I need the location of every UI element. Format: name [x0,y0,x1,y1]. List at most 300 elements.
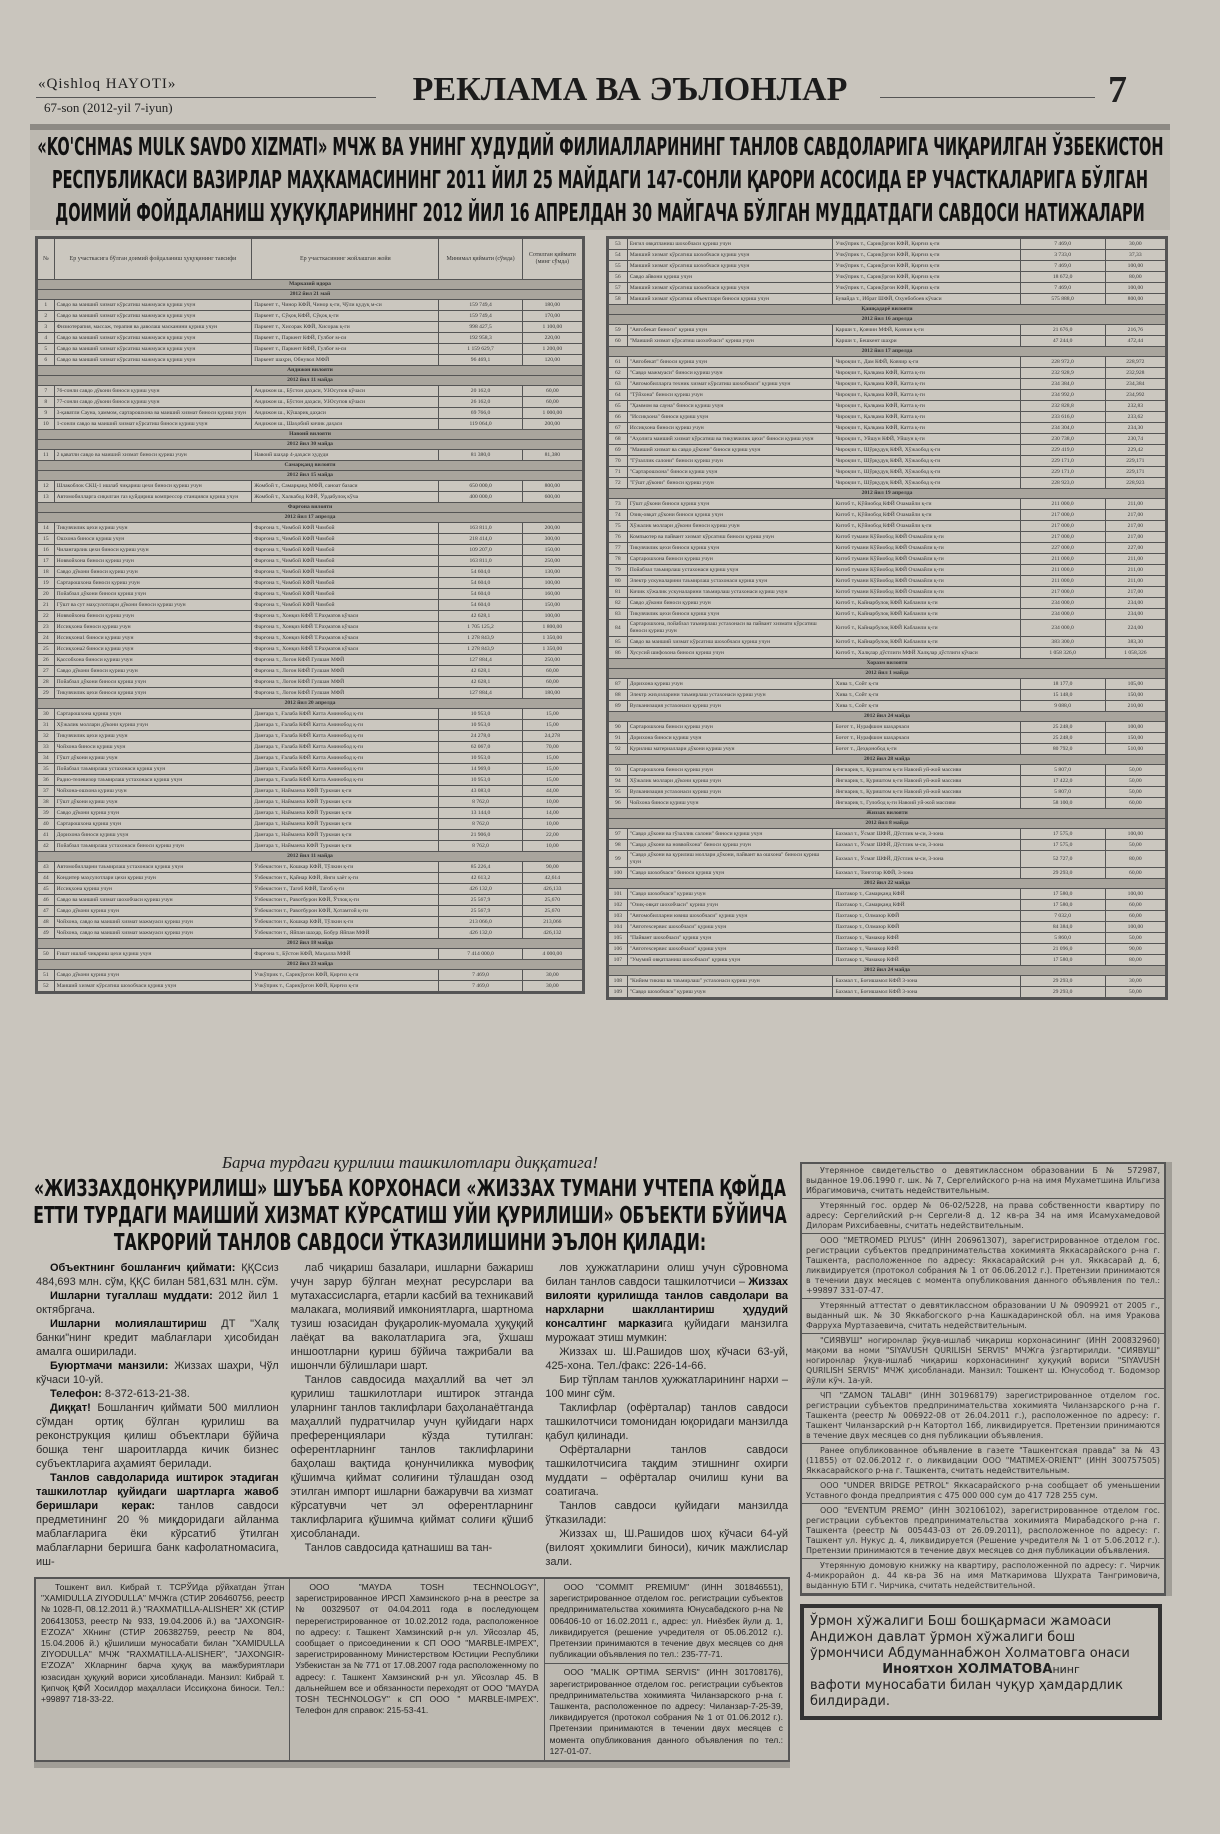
text: лов ҳужжатларини олиш учун сўровнома билан танлов савдоси ташкилотчиси – [545,1262,789,1288]
table-row [38,611,583,622]
sold-price: 15,00 [522,775,582,786]
sold-price: 100,00 [1105,722,1165,733]
min-price: 25 248,0 [1020,733,1105,744]
min-price: 383 300,0 [1020,637,1105,648]
paragraph: Танлов савдосида маҳаллий ва чет эл қурилиш ташкилотлари иштирок этганда уларнинг танлов таклифлари баҳоланаётганда маҳаллий пудратчилар учун қуйидаги нарх преференциялари кўзда тутилган: оферентларнинг танлов таклифларини баҳолаш вақтида қонунчиликка мувофиқ қўшимча қиймат солиғини тўлашдан озод этилган импорт ишларни бажарувчи ва хизмат кўрсатувчи чет эл оферентларнинг таклифларига қўшимча қиймат солиғи қўшиб ҳисобланади. [290,1374,534,1540]
ad-malik-optima: ООО "MALIK OPTIMA SERVIS" (ИНН 301708176), зарегистрированное отделом гос. регистрации субъектов предпринимательства хокимията Чиланзарского р-на г. Ташкента, расположенное по адресу: Чиланзар-7-25-39, ликвидируется (протокол собрания № 1 от 01.06.2012 г.). Претензии принимаются в течении двух месяцев с момента опубликования данного объявления по тел.: 127-01-07. [549,1667,783,1756]
paragraph [36,1471,279,1569]
paragraph: Таклифлар (офёрталар) танлов савдоси ташкилотчиси томонидан юқоридаги манзилда қабул қилинади. [545,1402,789,1442]
lot-number: 94 [609,776,628,787]
table-row [38,344,583,355]
min-price: 234 384,0 [1020,379,1105,390]
lot-number: 28 [38,677,55,688]
paragraph-lead: Ишларни тугаллаш муддати: [50,1290,213,1302]
table-row [38,775,583,786]
table-row [38,720,583,731]
table-row [609,456,1166,467]
lot-description: "Ҳаммом ва сауна" биноси қуриш учун [627,401,833,412]
lot-description: "Автотехсервис шохобчаси" қуриш учун [627,922,833,933]
lot-location: Учкўприк т., Сарикўргон КФЙ, Қирғиз қ-ги [252,981,439,992]
min-price: 159 749,4 [439,311,522,322]
section-header: 2012 йил 8 майда [609,819,1166,829]
min-price: 234 000,0 [1020,598,1105,609]
table-row [38,644,583,655]
section-header: 2012 йил 21 май [38,290,583,300]
lot-location: Китоб тумани Кўйиобод КФЙ Очамайли қ-ги [833,554,1020,565]
section-header: 2012 йил 22 майда [609,879,1166,889]
table-row [609,840,1166,851]
section-header-row [38,939,583,949]
section-header: 2012 йил 30 майда [38,440,583,450]
lot-description: Савдо ва маиший хизмат кўрсатиш мажмуаси қуриш учун [54,344,252,355]
lot-number: 37 [38,786,55,797]
lot-location: Боғот т., Нурафшон шаҳарчаси [833,733,1020,744]
table-row [609,637,1166,648]
paragraph [36,1261,279,1289]
sold-price: 70,00 [522,742,582,753]
lot-description: Савдо дўкони қуриш учун [54,970,252,981]
table-row [38,709,583,720]
table-row [609,379,1166,390]
lot-description: Маиший хизмат кўрсатиш шохобчаси қуриш учун [627,261,833,272]
min-price: 24 278,0 [439,731,522,742]
lot-description: Чилангарлик цехи биноси қуриш учун [54,545,252,556]
table-row [38,666,583,677]
lot-location: Чироқчи т., Шўрқудуқ КФЙ, Хўжаобод қ-ги [833,467,1020,478]
lot-description: "Гўшт дўкони" биноси қуриш учун [627,478,833,489]
lot-number: 61 [609,357,628,368]
min-price: 17 580,0 [1020,955,1105,966]
sold-price: 211,00 [1105,499,1165,510]
section-header-row [38,376,583,386]
table-row [609,922,1166,933]
condolence-text: вафоти муносабати билан чуқур ҳамдардлик билдиради. [810,1678,1124,1709]
ad-xamidulla: Тошкент вил. Кибрай т. ТСРЎИда рўйхатдан ўтган "XAMIDULLA ZIYODULLA" МЧЖга (СТИР 206460756, реестр № 1028-П, 08.12.2011 й.) "RAXMATILLA-ALISHER" ХК (СТИР 206413053, реестр № 933, 19.04.2006 й.) ва "JAXONGIR-E'ZOZA" ХКнинг (СТИР 206382759, реестр № 804, 15.04.2006 й.) қўшилиши муносабати билан "XAMIDULLA ZIYODULLA" МЧЖ "RAXMATILLA-ALISHER", "JAXONGIR-E'ZOZA" ХКларнинг барча ҳуқуқ ва мажбуриятлари юзасидан ҳуқуқий вориси ҳисобланади. Манзил: Кибрай т. Қипчоқ ҚФЙ Хосилдор маҳалласи Иссиқхона биноси. Тел.: +99897 718-33-22. [36,1579,290,1760]
section-header: Андижон вилояти [38,366,583,376]
table-row [38,862,583,873]
lot-number: 99 [609,851,628,868]
min-price: 211 000,0 [1020,499,1105,510]
lot-location: Бахмал т., Ўсмат ШФЙ, Дўстлик м-си, 3-зона [833,829,1020,840]
lot-location: Андижон ш., Бўстон даҳаси, У.Юсупов кўчаси [252,386,439,397]
min-price: 43 083,0 [439,786,522,797]
lot-location: Китоб тумани Кўйиобод КФЙ Очамайли қ-ги [833,565,1020,576]
min-price: 10 953,0 [439,709,522,720]
lot-number: 53 [609,239,628,250]
section-header: 2012 йил 24 майда [609,966,1166,976]
section-header-row [609,966,1166,976]
lot-location: Данғара т., Найманча КФЙ Туркман қ-ги [252,841,439,852]
lot-description: Пойабзал таъмирлаш устахонаси қуриш учун [627,565,833,576]
lot-number: 35 [38,764,55,775]
lot-location: Данғара т., Ғалаба КФЙ Катта Аминобод қ-ги [252,775,439,786]
sold-price: 30,00 [1105,239,1165,250]
lot-description: Физиотерапия, массаж, терапия ва даволаш масканини қуриш учун [54,322,252,333]
table-body [609,239,1166,998]
lot-number: 68 [609,434,628,445]
lot-number: 36 [38,775,55,786]
sold-price: 211,00 [1105,565,1165,576]
table-row [38,481,583,492]
paragraph-text: танлов савдоси предметининг 20 % миқдоридаги айланма маблағларига ёки кўрсатиб ўтилган маблағларни беришга банк кафолатномасига, иш- [36,1500,279,1568]
table-row [609,976,1166,987]
paragraph [36,1317,279,1359]
lot-description: "Автобекат" биноси қуриш учун [627,357,833,368]
min-price: 21 906,0 [439,830,522,841]
table-row [609,648,1166,659]
sold-price: 800,00 [1105,294,1165,305]
section-header: 2012 йил 11 майда [38,852,583,862]
lot-description: "Маиший хизмат ва савдо дўкони" биноси қуриш учун [627,445,833,456]
min-price: 211 000,0 [1020,554,1105,565]
min-price: 232 928,9 [1020,368,1105,379]
min-price: 5 807,0 [1020,765,1105,776]
lot-location: Қарши т., Қовчин МФЙ, Қовчин қ-ги [833,325,1020,336]
min-price: 232 828,8 [1020,401,1105,412]
lot-description: Сартарошхона, пойабзал таъмирлаш устахонаси ва пайвант хизмати кўрсатиш биноси қуриш учун [627,620,833,637]
header-rule-right [880,97,1095,98]
section-header-row [609,305,1166,315]
header-rule-left [36,97,376,98]
lot-number: 44 [38,873,55,884]
lot-number: 109 [609,987,628,998]
lot-description: Тикувчилик цехи биноси қуриш учун [627,609,833,620]
min-price: 400 000,0 [439,492,522,503]
table-row [609,250,1166,261]
sold-price: 50,00 [1105,776,1165,787]
sold-price: 100,00 [522,578,582,589]
lot-description: Иссиқхона биноси қуриш учун [54,622,252,633]
lot-location: Пахтакор т., Олмазор КФЙ [833,922,1020,933]
table-row [609,521,1166,532]
lot-description: Вулканизация устахонаси қуриш учун [627,787,833,798]
lot-number: 21 [38,600,55,611]
min-price: 29 293,0 [1020,868,1105,879]
section-header-row [609,315,1166,325]
sold-price: 180,00 [522,688,582,699]
min-price: 163 811,0 [439,523,522,534]
min-price: 192 958,3 [439,333,522,344]
min-price: 81 380,0 [439,450,522,461]
lot-description: Новвойхона биноси қуриш учун [54,611,252,622]
table-row [38,970,583,981]
lot-number: 43 [38,862,55,873]
sold-price: 1 200,00 [522,344,582,355]
lot-location: Данғара т., Ғалаба КФЙ Катта Аминобод қ-ги [252,753,439,764]
lot-number: 19 [38,578,55,589]
table-row [38,786,583,797]
table-row [609,776,1166,787]
min-price: 10 953,0 [439,775,522,786]
table-row [609,787,1166,798]
min-price: 26 162,0 [439,397,522,408]
lot-number: 38 [38,797,55,808]
lot-number: 12 [38,481,55,492]
lot-number: 39 [38,808,55,819]
lot-location: Пахтакор т., Олмазор КФЙ [833,911,1020,922]
lot-description: Савдо дўкони биноси қуриш учун [54,567,252,578]
table-row [609,565,1166,576]
sold-price: 217,00 [1105,587,1165,598]
table-row [38,355,583,366]
lot-number: 30 [38,709,55,720]
sold-price: 234,00 [1105,609,1165,620]
sold-price: 30,00 [522,970,582,981]
min-price: 52 727,0 [1020,851,1105,868]
lot-number: 22 [38,611,55,622]
headline-line: ЕТТИ ТУРДАГИ МАИШИЙ ХИЗМАТ КЎРСАТИШ УЙИ ҚУРИЛИШИ» ОБЪЕКТИ БЎЙИЧА [33,1203,787,1229]
sold-price: 60,00 [522,386,582,397]
min-price: 10 953,0 [439,753,522,764]
min-price: 217 000,0 [1020,532,1105,543]
sold-price: 1 800,00 [522,622,582,633]
lot-location: Фарғона т., Логон КФЙ Гулшан МФЙ [252,677,439,688]
section-header: 2012 йил 17 апрелда [38,513,583,523]
sold-price: 200,00 [522,523,582,534]
min-price: 21 096,0 [1020,944,1105,955]
min-price: 7 469,0 [1020,239,1105,250]
table-row [38,677,583,688]
paragraph-lead: Диққат! [50,1402,91,1414]
paragraph-lead: Танлов савдоларида иштирок этадиган ташкилотлар қуйидаги шартларга жавоб беришлари керак: [36,1472,279,1512]
lot-description: Савдо ва маиший хизмат кўрсатиш мажмуаси қуриш учун [54,355,252,366]
lot-description: Сартарошхона биноси қуриш учун [54,578,252,589]
lot-description: "Автомобилларни ювиш шохобчаси" қуриш учун [627,911,833,922]
lot-description: Гўшт дўкони қуриш учун [54,753,252,764]
min-price: 62 067,0 [439,742,522,753]
lot-number: 46 [38,895,55,906]
lot-location: Янгиариқ т., Қуриштом қ-ги Навоий уй-жой массиви [833,787,1020,798]
sold-price: 15,00 [522,709,582,720]
lot-location: Навоий шаҳар 4-даҳаси ҳудуди [252,450,439,461]
section-header-row [38,280,583,290]
table-row [38,450,583,461]
lot-number: 83 [609,609,628,620]
lot-location: Ўзбекистон т., Равотбурон КФЙ, Ҳотамтой қ-ги [252,906,439,917]
table-row [609,829,1166,840]
min-price: 234 304,0 [1020,423,1105,434]
lot-location: Янгиариқ т., Гулобод қ-ги Навоий уй-жой массиви [833,798,1020,809]
lot-description: Ошхона биноси қуриш учун [54,534,252,545]
lot-location: Данғара т., Найманча КФЙ Туркман қ-ги [252,786,439,797]
lot-location: Бахмал т., Ўсмат ШФЙ, Дўстлик м-си, 3-зона [833,851,1020,868]
table-row [609,987,1166,998]
lot-description: Пойабзал таъмирлаш устахонаси биноси қуриш учун [54,841,252,852]
sold-price: 15,00 [522,764,582,775]
sold-price: 100,00 [1105,889,1165,900]
lot-location: Бахмал т., Боғишамол КФЙ 3-зона [833,987,1020,998]
lot-number: 73 [609,499,628,510]
table-row [609,609,1166,620]
table-row [38,688,583,699]
table-row [609,445,1166,456]
table-row [38,949,583,960]
table-row [609,798,1166,809]
lot-location: Китоб т., Кайнарбулоқ КФЙ Кабланли қ-ги [833,609,1020,620]
sold-price: 234,00 [1105,598,1165,609]
notice: Ранее опубликованное объявление в газете "Ташкентская правда" за № 43 (11855) от 02.06.2012 г. о ликвидации ООО "MATIMEX-ORIENT" (ИНН 300757505) Яккасарайского р-на г. Ташкента, считать недействительным. [802,1444,1164,1479]
title-line: «KO'CHMAS MULK SAVDO XIZMATI» МЧЖ ВА УНИНГ ҲУДУДИЙ ФИЛИАЛЛАРИНИНГ ТАНЛОВ САВДОЛАРИГА ЧИҚАРИЛГАН ЎЗБЕКИСТОН [37,132,1164,161]
table-row [609,554,1166,565]
min-price: 234 000,0 [1020,609,1105,620]
lot-number: 67 [609,423,628,434]
condolence-text: Ўрмон хўжалиги Бош бошқармаси жамоаси Андижон давлат ўрмон хўжалиги бош ўрмончиси Абдуманнабжон Холматовга онаси [810,1614,1130,1661]
sold-price: 232,83 [1105,401,1165,412]
table-row [38,928,583,939]
paragraph: Бир тўплам танлов ҳужжатларининг нархи – 100 минг сўм. [545,1374,789,1400]
lot-number: 82 [609,598,628,609]
table-row [609,467,1166,478]
table-row [38,655,583,666]
lot-description: Сартарошхона қуриш учун [54,709,252,720]
table-header-row [38,239,583,280]
lot-location: Фарғона т., Хонқиз КФЙ Т.Раҳматов кўчаси [252,644,439,655]
lot-description: Шлакоблок СКЦ-1 ишлаб чиқариш цехи биноси қуриш учун [54,481,252,492]
lot-number: 13 [38,492,55,503]
lot-description: Иссиқхона биноси қуриш учун [627,423,833,434]
lot-number: 86 [609,648,628,659]
lot-location: Ўзбекистон т., Кошкар КФЙ, Тўлкин қ-ги [252,862,439,873]
table-row [38,830,583,841]
lot-number: 33 [38,742,55,753]
lot-description: Пойабзал таъмирлаш устахонаси қуриш учун [54,764,252,775]
auction-table-left [35,236,585,994]
min-price: 54 604,0 [439,589,522,600]
lot-description: Чойхона-ошхона қуриш учун [54,786,252,797]
section-header: 2012 йил 28 майда [609,755,1166,765]
min-price: 998 427,5 [439,322,522,333]
lot-number: 75 [609,521,628,532]
min-price: 15 148,0 [1020,690,1105,701]
notice: ООО "UNDER BRIDGE PETROL" Яккасарайского р-на сообщает об уменьшении Уставного фонда предприятия с 475 000 000 сум до 417 728 255 сум. [802,1479,1164,1504]
lot-location: Учкўприк т., Сарикўргон КФЙ, Қирғиз қ-ги [833,239,1020,250]
condolence-notice [800,1604,1162,1720]
lot-number: 98 [609,840,628,851]
sold-price: 510,00 [1105,744,1165,755]
lot-description: Савдо ва маиший хизмат кўрсатиш мажмуаси қуриш учун [54,311,252,322]
min-price: 42 628,1 [439,611,522,622]
lot-description: Иссиқхона1 биноси қуриш учун [54,633,252,644]
lot-description: 1-сонли савдо ва маиший хизмат кўрсатиш биноси қуриш учун [54,419,252,430]
col-header-location: Ер участкасининг жойлашган жойи [252,239,439,280]
paragraph [36,1401,279,1471]
lot-description: "Сартарошхона" биноси қуриш учун [627,467,833,478]
lot-location: Фарғона т., Бўстон КФЙ, Маҳалла МФЙ [252,949,439,960]
lot-number: 71 [609,467,628,478]
table-row [38,589,583,600]
paragraph: Жиззах ш, Ш.Рашидов шоҳ кўчаси 64-уй (вилоят ҳокимлиги биноси), кичик мажлислар зали. [545,1528,789,1568]
section-header-row [609,809,1166,819]
lot-location: Китоб т., Кўйиобод КФЙ Очамайли қ-ги [833,510,1020,521]
paragraph-text: 8-372-613-21-38. [101,1388,190,1400]
section-header: Навоий вилояти [38,430,583,440]
lot-description: Тикувчилик цехи қуриш учун [54,523,252,534]
notice: Утерянную домовую книжку на квартиру, расположенной по адресу: г. Чирчик 4-микрорайон д. 44 кв-ра 36 на имя Маткаримова Шухрата Тангримовича, выданную БТИ г. Чирчика, считать недействительной. [802,1559,1164,1594]
lot-location: Китоб т., Кўйиобод КФЙ Очамайли қ-ги [833,499,1020,510]
sold-price: 60,00 [522,397,582,408]
lot-number: 88 [609,690,628,701]
lot-number: 57 [609,283,628,294]
lot-location: Фарғона т., Логон КФЙ Гулшан МФЙ [252,655,439,666]
article-column-2 [291,1261,534,1569]
lot-location: Китоб т., Кўйиобод КФЙ Очамайли қ-ги [833,521,1020,532]
sold-price: 14,00 [522,808,582,819]
sold-price: 42,614 [522,873,582,884]
section-header-row [609,489,1166,499]
sold-price: 160,00 [522,589,582,600]
min-price: 7 469,0 [1020,261,1105,272]
sold-price: 25,670 [522,895,582,906]
paragraph [36,1359,279,1387]
lot-number: 6 [38,355,55,366]
section-header: Жиззах вилояти [609,809,1166,819]
lot-number: 104 [609,922,628,933]
min-price: 234 000,0 [1020,620,1105,637]
lot-number: 45 [38,884,55,895]
auction-results-title [30,124,1170,230]
sold-price: 50,00 [1105,840,1165,851]
lot-location: Фарғона т., Чимбой КФЙ Чимбой [252,556,439,567]
sold-price: 234,992 [1105,390,1165,401]
lot-number: 62 [609,368,628,379]
lot-location: Чироқчи т., Қалқама КФЙ, Катта қ-ги [833,412,1020,423]
table-row [609,434,1166,445]
lot-location: Пахтакор т., Самарқанд КФЙ [833,900,1020,911]
min-price: 8 762,0 [439,841,522,852]
sold-price: 217,00 [1105,532,1165,543]
sold-price: 229,42 [1105,445,1165,456]
table-row [38,753,583,764]
min-price: 17 422,0 [1020,776,1105,787]
paragraph-text: ҚҚСсиз 484,693 млн. сўм, ҚҚС билан 581,631 млн. сўм. [36,1262,279,1288]
min-price: 96 469,1 [439,355,522,366]
lot-location: Жомбой т., Самарқанд МФЙ, саноат базаси [252,481,439,492]
sold-price: 50,00 [1105,933,1165,944]
col-header-sold-price: Сотилган қиймати (минг сўмда) [522,239,582,280]
table-row [38,819,583,830]
min-price: 229 171,0 [1020,456,1105,467]
title-line: ДОИМИЙ ФОЙДАЛАНИШ ҲУҚУҚЛАРИНИНГ 2012 ЙИЛ 16 АПРЕЛДАН 30 МАЙГАЧА БЎЛГАН МУДДАТДАГИ САВДОСИ НАТИЖАЛАРИ [55,198,1145,227]
min-price: 211 000,0 [1020,565,1105,576]
sold-price: 50,00 [1105,787,1165,798]
lot-description: Кичик хўжалик ускуналарини таъмирлаш устахонаси қуриш учун [627,587,833,598]
min-price: 47 244,0 [1020,336,1105,347]
min-price: 13 144,0 [439,808,522,819]
min-price: 20 162,0 [439,386,522,397]
table-row [609,368,1166,379]
table-row [609,412,1166,423]
lot-description: Савдо ва маиший хизмат кўрсатиш мажмуаси қуриш учун [54,333,252,344]
lot-description: "Тўйхона" биноси қуриш учун [627,390,833,401]
lot-location: Данғара т., Ғалаба КФЙ Катта Аминобод қ-ги [252,720,439,731]
lot-number: 27 [38,666,55,677]
name-suffix: нинг [1052,1663,1080,1676]
sold-price: 228,923 [1105,478,1165,489]
lot-description: Электр жиҳозларини таъмирлаш устахонаси қуриш учун [627,690,833,701]
sold-price: 25,670 [522,906,582,917]
sold-price: 22,00 [522,830,582,841]
min-price: 25 567,9 [439,895,522,906]
table-row [38,873,583,884]
section-header: Хоразм вилояти [609,659,1166,669]
table-row [38,556,583,567]
lot-description: Савдо дўкони қуриш учун [54,808,252,819]
sold-price: 60,00 [1105,911,1165,922]
lot-location: Фарғона т., Хонқиз КФЙ Т.Раҳматов кўчаси [252,622,439,633]
sold-price: 100,00 [1105,922,1165,933]
lot-description: Вулканизация устахонаси қуриш учун [627,701,833,712]
table-row [38,622,583,633]
